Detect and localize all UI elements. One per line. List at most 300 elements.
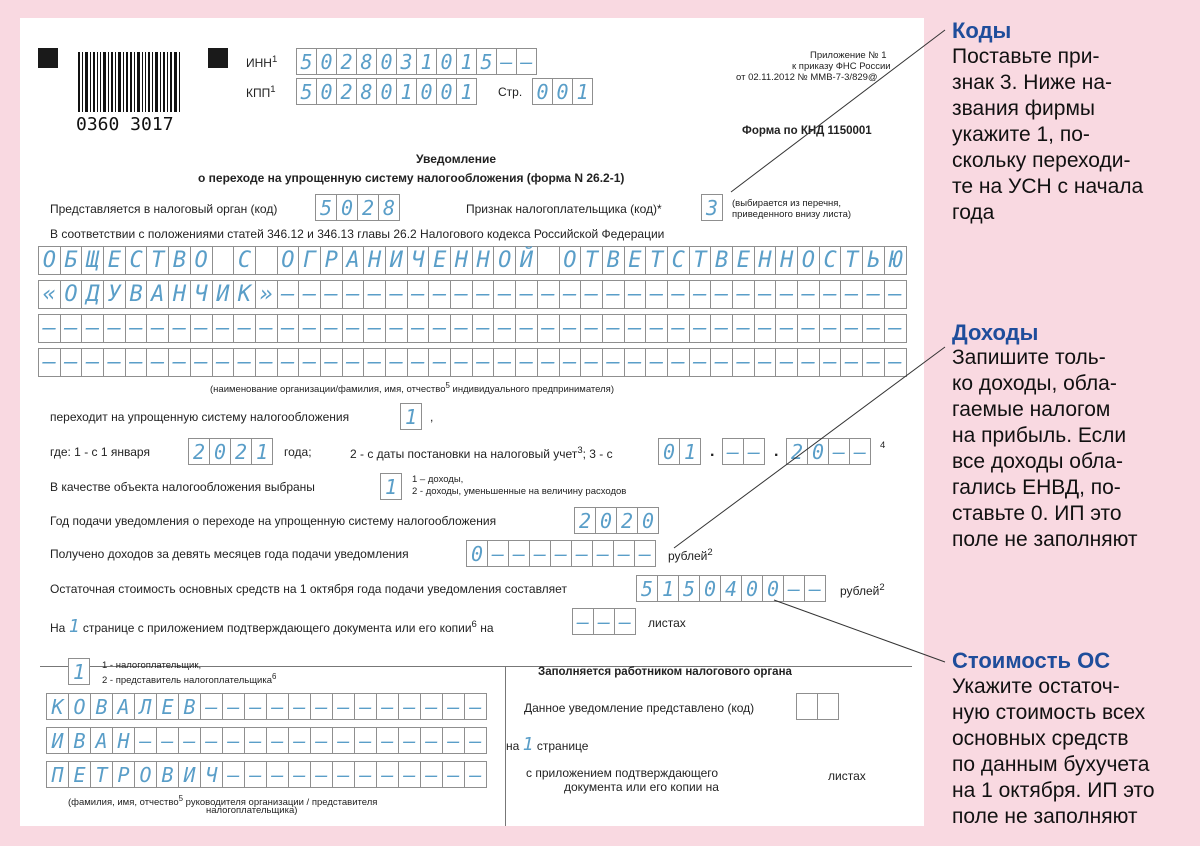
form.month_cells-cell[interactable]: – (722, 438, 744, 465)
org-name-cell[interactable]: – (255, 348, 278, 377)
org-name-cell[interactable]: – (103, 314, 126, 343)
form.surname_cells-cell[interactable]: – (288, 693, 311, 720)
org-name-cell[interactable]: – (840, 314, 863, 343)
org-name-cell[interactable]: О (277, 246, 300, 275)
org-name-cell[interactable]: – (602, 348, 625, 377)
org-name-cell[interactable]: – (472, 280, 495, 309)
org-name-cell[interactable]: Т (146, 246, 169, 275)
form.name_cells-cell[interactable]: А (90, 727, 113, 754)
org-name-cell[interactable]: – (840, 348, 863, 377)
form.surname_cells-cell[interactable]: – (244, 693, 267, 720)
transition-comma: , (430, 410, 434, 424)
org-name-cell[interactable]: – (689, 280, 712, 309)
form.tax_office_cells-cell[interactable]: 8 (378, 194, 400, 221)
org-name-cell[interactable]: – (732, 348, 755, 377)
org-name-cell[interactable]: Н (363, 246, 386, 275)
org-name-cell[interactable]: – (624, 280, 647, 309)
option2-label: 2 - с даты постановки на налоговый учет$^3$; 3 - с (350, 445, 613, 461)
form.patronymic_cells-cell[interactable]: Е (68, 761, 91, 788)
org-name-cell[interactable]: – (840, 280, 863, 309)
form.inn_cells-cell[interactable]: 0 (376, 48, 397, 75)
appendix-line1: Приложение № 1 (810, 50, 887, 61)
org-name-cell[interactable]: « (38, 280, 61, 309)
org-name-cell[interactable]: – (38, 314, 61, 343)
org-name-cell[interactable]: – (472, 348, 495, 377)
form.surname_cells-cell[interactable]: – (464, 693, 487, 720)
form.patronymic_cells-cell[interactable]: Т (90, 761, 113, 788)
form.page_cells-cell[interactable]: 1 (572, 78, 593, 105)
org-name-cell[interactable]: – (537, 280, 560, 309)
org-name-cell[interactable]: – (580, 280, 603, 309)
form.name_cells-cell[interactable]: Н (112, 727, 135, 754)
form.page_cells-cell[interactable]: 0 (532, 78, 553, 105)
org-name-cell[interactable]: – (342, 280, 365, 309)
org-name-cell[interactable]: – (450, 348, 473, 377)
form.assets_cells-cell[interactable]: – (783, 575, 805, 602)
form.inn_cells-cell[interactable]: 5 (476, 48, 497, 75)
org-name-cell[interactable]: – (559, 280, 582, 309)
org-name-cell[interactable]: Н (775, 246, 798, 275)
org-name-cell[interactable]: – (298, 314, 321, 343)
org-name-cell[interactable]: – (645, 348, 668, 377)
org-name-cell[interactable]: Т (580, 246, 603, 275)
org-name-cell[interactable]: – (320, 314, 343, 343)
org-name-cell[interactable]: – (212, 348, 235, 377)
org-name-cell[interactable]: – (667, 348, 690, 377)
org-name-cell[interactable]: – (168, 314, 191, 343)
form.kpp_cells-cell[interactable]: 0 (436, 78, 457, 105)
org-name-cell[interactable]: – (559, 348, 582, 377)
form.surname_cells-cell[interactable]: Л (134, 693, 157, 720)
org-name-cell[interactable]: – (320, 280, 343, 309)
form.assets_cells-cell[interactable]: 4 (720, 575, 742, 602)
org-name-cell[interactable]: – (515, 348, 538, 377)
form.surname_cells-cell[interactable]: – (222, 693, 245, 720)
org-name-cell[interactable]: – (103, 348, 126, 377)
org-name-cell[interactable]: – (819, 280, 842, 309)
org-name-cell[interactable]: Ч (190, 280, 213, 309)
org-name-cell[interactable]: – (363, 348, 386, 377)
org-name-cell[interactable]: В (125, 280, 148, 309)
org-name-cell[interactable]: – (602, 280, 625, 309)
org-name-cell[interactable]: Е (732, 246, 755, 275)
org-name-cell[interactable]: – (732, 314, 755, 343)
org-name-cell[interactable]: О (190, 246, 213, 275)
form.inn_cells-cell[interactable]: 1 (416, 48, 437, 75)
form.year2_cells-cell[interactable]: 2 (786, 438, 808, 465)
form.patronymic_cells-cell[interactable]: – (354, 761, 377, 788)
org-name-cell[interactable]: Ь (862, 246, 885, 275)
form.submit_year_cells-cell[interactable]: 0 (595, 507, 617, 534)
org-name-cell[interactable]: – (320, 348, 343, 377)
form.name_cells-cell[interactable]: В (68, 727, 91, 754)
org-name-cell[interactable]: – (472, 314, 495, 343)
org-name-cell[interactable]: У (103, 280, 126, 309)
form.year_cells-cell[interactable]: 2 (230, 438, 252, 465)
org-name-cell[interactable]: – (862, 280, 885, 309)
org-name-cell[interactable]: – (60, 348, 83, 377)
org-name-cell[interactable]: – (190, 314, 213, 343)
form.object_cells-cell[interactable]: 1 (380, 473, 402, 500)
org-name-cell[interactable]: – (428, 314, 451, 343)
form.inn_cells-cell[interactable]: 3 (396, 48, 417, 75)
form.inn_cells-cell[interactable]: 8 (356, 48, 377, 75)
org-name-cell[interactable]: Щ (81, 246, 104, 275)
form.sheets_cells-cell[interactable]: – (614, 608, 636, 635)
form.name_cells-cell[interactable]: И (46, 727, 69, 754)
org-name-cell[interactable]: В (168, 246, 191, 275)
org-name-cell[interactable]: – (515, 280, 538, 309)
form.patronymic_cells-cell[interactable]: – (442, 761, 465, 788)
org-name-cell[interactable]: – (602, 314, 625, 343)
org-name-cell[interactable]: – (667, 314, 690, 343)
taxpayer-sign-note1: (выбирается из перечня, (732, 198, 842, 209)
form.assets_cells-cell[interactable]: 5 (678, 575, 700, 602)
form.income_cells-cell[interactable]: – (613, 540, 635, 567)
org-name-cell[interactable]: – (537, 348, 560, 377)
form.assets_cells-cell[interactable]: – (804, 575, 826, 602)
form.patronymic_cells-cell[interactable]: Ч (200, 761, 223, 788)
form.patronymic_cells-cell[interactable]: – (332, 761, 355, 788)
form.patronymic_cells-cell[interactable]: – (376, 761, 399, 788)
form.name_cells-cell[interactable]: – (266, 727, 289, 754)
org-name-cell[interactable]: – (884, 314, 907, 343)
org-name-cell[interactable]: И (212, 280, 235, 309)
org-name-cell[interactable]: – (407, 348, 430, 377)
org-name-cell[interactable]: – (450, 280, 473, 309)
org-name-cell[interactable]: – (775, 280, 798, 309)
org-name-cell[interactable]: – (385, 314, 408, 343)
org-name-cell[interactable]: – (537, 314, 560, 343)
form.name_cells-cell[interactable]: – (200, 727, 223, 754)
org-name-cell[interactable]: – (233, 314, 256, 343)
form.surname_cells-cell[interactable]: О (68, 693, 91, 720)
form.patronymic_cells-cell[interactable]: – (464, 761, 487, 788)
form.kpp_cells-cell[interactable]: 0 (316, 78, 337, 105)
org-name-cell[interactable]: Н (754, 246, 777, 275)
form.income_cells-cell[interactable]: – (550, 540, 572, 567)
org-name-cell[interactable]: – (298, 348, 321, 377)
form.patronymic_cells-cell[interactable]: О (134, 761, 157, 788)
form.patronymic_cells-cell[interactable]: – (398, 761, 421, 788)
org-name-cell[interactable]: – (754, 314, 777, 343)
org-name-cell[interactable]: – (385, 348, 408, 377)
form.surname_cells-cell[interactable]: А (112, 693, 135, 720)
object-label: В качестве объекта налогообложения выбраны (50, 480, 315, 494)
org-name-cell[interactable]: – (342, 314, 365, 343)
org-name-cell[interactable]: С (125, 246, 148, 275)
form.tax_office_cells-cell[interactable]: 5 (315, 194, 337, 221)
form.inn_cells-cell[interactable]: 0 (316, 48, 337, 75)
org-name-cell[interactable]: – (493, 348, 516, 377)
taxpayer-sign-label: Признак налогоплательщика (код)* (466, 202, 662, 216)
form.surname_cells-cell[interactable]: В (90, 693, 113, 720)
form.assets_cells-cell[interactable]: 0 (762, 575, 784, 602)
form.name_cells-cell[interactable]: – (420, 727, 443, 754)
form.income_cells-cell[interactable]: 0 (466, 540, 488, 567)
form.year2_cells-cell[interactable]: – (828, 438, 850, 465)
form.patronymic_cells-cell[interactable]: – (310, 761, 333, 788)
org-name-cell[interactable]: – (559, 314, 582, 343)
org-name-cell[interactable]: – (125, 348, 148, 377)
org-name-cell[interactable]: – (710, 280, 733, 309)
form.kpp_cells-cell[interactable]: 1 (456, 78, 477, 105)
org-name-cell[interactable]: С (233, 246, 256, 275)
form.name_cells-cell[interactable]: – (354, 727, 377, 754)
org-name-cell[interactable]: О (493, 246, 516, 275)
form.surname_cells-cell[interactable]: – (266, 693, 289, 720)
org-name-cell[interactable]: – (168, 348, 191, 377)
org-name-cell[interactable]: Р (320, 246, 343, 275)
org-name-cell[interactable]: Т (645, 246, 668, 275)
tax-office-label: Представляется в налоговый орган (код) (50, 202, 278, 216)
org-name-cell[interactable]: – (363, 280, 386, 309)
form.submit_year_cells-cell[interactable]: 0 (637, 507, 659, 534)
form.inn_cells-cell[interactable]: 0 (436, 48, 457, 75)
org-name-cell[interactable]: Б (60, 246, 83, 275)
org-name-cell[interactable]: – (277, 314, 300, 343)
org-name-cell[interactable]: – (146, 348, 169, 377)
form.assets_cells-cell[interactable]: 5 (636, 575, 658, 602)
org-name-cell[interactable]: – (754, 348, 777, 377)
form.name_cells-cell[interactable]: – (156, 727, 179, 754)
org-name-cell[interactable]: В (710, 246, 733, 275)
form.name_cells-cell[interactable]: – (442, 727, 465, 754)
form.inn_cells-cell[interactable]: 1 (456, 48, 477, 75)
org-name-cell[interactable]: – (493, 314, 516, 343)
form.signer_cells-cell[interactable]: 1 (68, 658, 90, 685)
org-name-cell[interactable]: А (146, 280, 169, 309)
org-name-cell[interactable]: Н (168, 280, 191, 309)
form.income_cells-cell[interactable]: – (487, 540, 509, 567)
org-name-cell[interactable]: – (754, 280, 777, 309)
org-name-cell[interactable]: О (60, 280, 83, 309)
org-name-cell[interactable]: – (146, 314, 169, 343)
form.patronymic_cells-cell[interactable]: П (46, 761, 69, 788)
org-name-cell[interactable]: – (710, 348, 733, 377)
form.surname_cells-cell[interactable]: – (420, 693, 443, 720)
form.name_cells-cell[interactable]: – (310, 727, 333, 754)
form.name_cells-cell[interactable]: – (332, 727, 355, 754)
form.surname_cells-cell[interactable]: – (442, 693, 465, 720)
org-name-cell[interactable]: – (797, 314, 820, 343)
org-name-cell[interactable]: – (580, 348, 603, 377)
org-name-cell[interactable]: Т (840, 246, 863, 275)
form.surname_cells-cell[interactable]: – (398, 693, 421, 720)
org-name-cell[interactable]: – (212, 314, 235, 343)
form.name_cells-cell[interactable]: – (464, 727, 487, 754)
form.inn_cells-cell[interactable]: 2 (336, 48, 357, 75)
org-name-cell[interactable]: Ю (884, 246, 907, 275)
org-name-cell[interactable]: Й (515, 246, 538, 275)
org-name-cell[interactable]: – (38, 348, 61, 377)
org-name-cell[interactable]: – (775, 314, 798, 343)
form.surname_cells-cell[interactable]: – (376, 693, 399, 720)
form.day_cells-cell[interactable]: 1 (679, 438, 701, 465)
form.sheets_cells-cell[interactable]: – (572, 608, 594, 635)
org-name-cell[interactable]: – (732, 280, 755, 309)
org-name-cell[interactable]: – (255, 314, 278, 343)
form.day_cells-cell[interactable]: 0 (658, 438, 680, 465)
org-name-cell[interactable]: – (428, 280, 451, 309)
form.year2_cells-cell[interactable]: – (849, 438, 871, 465)
form.patronymic_cells-cell[interactable]: – (420, 761, 443, 788)
form.name_cells-cell[interactable]: – (376, 727, 399, 754)
form.patronymic_cells-cell[interactable]: – (222, 761, 245, 788)
org-name-cell[interactable]: – (125, 314, 148, 343)
form.surname_cells-cell[interactable]: К (46, 693, 69, 720)
form.year_cells-cell[interactable]: 2 (188, 438, 210, 465)
org-name-cell[interactable]: – (407, 280, 430, 309)
org-name-cell[interactable]: – (428, 348, 451, 377)
org-name-cell[interactable]: – (862, 348, 885, 377)
org-name-cell[interactable]: – (342, 348, 365, 377)
org-name-cell[interactable]: – (797, 348, 820, 377)
form.year2_cells-cell[interactable]: 0 (807, 438, 829, 465)
org-name-cell[interactable]: – (363, 314, 386, 343)
org-name-cell[interactable]: И (385, 246, 408, 275)
form.month_cells-cell[interactable]: – (743, 438, 765, 465)
org-name-cell[interactable]: – (819, 314, 842, 343)
org-name-cell[interactable]: – (450, 314, 473, 343)
kpp-label: КПП$^1$ (246, 84, 276, 100)
org-name-cell[interactable]: В (602, 246, 625, 275)
org-name-cell[interactable]: Е (624, 246, 647, 275)
annotation-assets-title: Стоимость ОС (952, 648, 1111, 673)
form.taxpayer_sign_cells-cell[interactable]: 3 (701, 194, 723, 221)
form.kpp_cells-cell[interactable]: 8 (356, 78, 377, 105)
officer-title: Заполняется работником налогового органа (538, 666, 792, 678)
org-name-cell[interactable]: Ч (407, 246, 430, 275)
form.surname_cells-cell[interactable]: Е (156, 693, 179, 720)
org-name-cell[interactable]: – (775, 348, 798, 377)
form.tax_office_cells-cell[interactable]: 2 (357, 194, 379, 221)
form.surname_cells-cell[interactable]: – (310, 693, 333, 720)
form.submit_year_cells-cell[interactable]: 2 (616, 507, 638, 534)
form.assets_cells-cell[interactable]: 0 (741, 575, 763, 602)
org-name-cell[interactable]: – (81, 348, 104, 377)
org-name-cell[interactable]: – (710, 314, 733, 343)
form.inn_cells-cell[interactable]: – (516, 48, 537, 75)
form.patronymic_cells-cell[interactable]: Р (112, 761, 135, 788)
org-name-cell[interactable]: – (624, 314, 647, 343)
org-name-cell[interactable]: – (277, 348, 300, 377)
form.name_cells-cell[interactable]: – (222, 727, 245, 754)
income-label: Получено доходов за девять месяцев года подачи уведомления (50, 547, 409, 561)
form.name_cells-cell[interactable]: – (288, 727, 311, 754)
form.patronymic_cells-cell[interactable]: В (156, 761, 179, 788)
org-name-cell[interactable]: Е (428, 246, 451, 275)
form.kpp_cells-cell[interactable]: 0 (416, 78, 437, 105)
org-name-cell[interactable]: С (819, 246, 842, 275)
org-name-cell[interactable]: О (797, 246, 820, 275)
sheets-label: листах (648, 616, 686, 630)
form.submit_year_cells-cell[interactable]: 2 (574, 507, 596, 534)
org-name-cell[interactable]: – (884, 280, 907, 309)
form.name_cells-cell[interactable]: – (398, 727, 421, 754)
form.tax_office_cells-cell[interactable]: 0 (336, 194, 358, 221)
where-label: где: 1 - с 1 января (50, 445, 150, 459)
org-name-cell[interactable]: – (385, 280, 408, 309)
form.inn_cells-cell[interactable]: 5 (296, 48, 317, 75)
org-name-cell[interactable]: – (60, 314, 83, 343)
org-name-cell[interactable]: – (819, 348, 842, 377)
form.surname_cells-cell[interactable]: – (354, 693, 377, 720)
org-name-cell[interactable]: С (667, 246, 690, 275)
org-name-cell[interactable]: – (515, 314, 538, 343)
form.transition_cells-cell[interactable]: 1 (400, 403, 422, 430)
form.kpp_cells-cell[interactable]: 2 (336, 78, 357, 105)
form.patronymic_cells-cell[interactable]: – (244, 761, 267, 788)
org-name-cell[interactable]: – (667, 280, 690, 309)
org-name-cell[interactable]: – (645, 314, 668, 343)
form.assets_cells-cell[interactable]: 1 (657, 575, 679, 602)
org-name-cell[interactable]: – (407, 314, 430, 343)
org-name-cell[interactable]: – (689, 314, 712, 343)
form.sheets_cells-cell[interactable]: – (593, 608, 615, 635)
org-name-cell[interactable]: – (689, 348, 712, 377)
org-name-cell[interactable]: – (190, 348, 213, 377)
org-name-cell[interactable]: Н (472, 246, 495, 275)
org-name-cell[interactable]: Т (689, 246, 712, 275)
org-name-cell[interactable]: – (645, 280, 668, 309)
org-name-cell[interactable]: – (797, 280, 820, 309)
form.name_cells-cell[interactable]: – (134, 727, 157, 754)
org-name-cell[interactable]: – (884, 348, 907, 377)
form.assets_cells-cell[interactable]: 0 (699, 575, 721, 602)
form.surname_cells-cell[interactable]: В (178, 693, 201, 720)
form.patronymic_cells-cell[interactable]: – (266, 761, 289, 788)
form.income_cells-cell[interactable]: – (529, 540, 551, 567)
form.patronymic_cells-cell[interactable]: – (288, 761, 311, 788)
form.kpp_cells-cell[interactable]: 1 (396, 78, 417, 105)
org-name-cell[interactable]: О (38, 246, 61, 275)
org-name-cell[interactable]: – (298, 280, 321, 309)
org-name-cell[interactable]: – (277, 280, 300, 309)
form.year_cells-cell[interactable]: 0 (209, 438, 231, 465)
form.patronymic_cells-cell[interactable]: И (178, 761, 201, 788)
org-name-cell[interactable]: Н (450, 246, 473, 275)
form.inn_cells-cell[interactable]: – (496, 48, 517, 75)
form.name_cells-cell[interactable]: – (244, 727, 267, 754)
org-name-cell[interactable]: – (862, 314, 885, 343)
form.surname_cells-cell[interactable]: – (332, 693, 355, 720)
form.kpp_cells-cell[interactable]: 0 (376, 78, 397, 105)
org-name-cell[interactable]: Е (103, 246, 126, 275)
org-name-cell[interactable]: Г (298, 246, 321, 275)
org-name-cell[interactable]: Д (81, 280, 104, 309)
org-name-cell[interactable]: » (255, 280, 278, 309)
org-name-cell[interactable]: – (624, 348, 647, 377)
org-name-cell[interactable]: К (233, 280, 256, 309)
org-name-cell[interactable]: – (233, 348, 256, 377)
org-name-cell[interactable]: О (559, 246, 582, 275)
org-name-cell[interactable]: – (81, 314, 104, 343)
org-name-cell[interactable]: А (342, 246, 365, 275)
form.kpp_cells-cell[interactable]: 5 (296, 78, 317, 105)
org-name-cell[interactable]: – (580, 314, 603, 343)
form.surname_cells-cell[interactable]: – (200, 693, 223, 720)
form.year_cells-cell[interactable]: 1 (251, 438, 273, 465)
pages-label: На 1 странице с приложением подтверждающего документа или его копии$^6$ на (50, 616, 494, 637)
form.name_cells-cell[interactable]: – (178, 727, 201, 754)
form.income_cells-cell[interactable]: – (634, 540, 656, 567)
form.income_cells-cell[interactable]: – (571, 540, 593, 567)
form.income_cells-cell[interactable]: – (508, 540, 530, 567)
org-name-cell[interactable]: – (493, 280, 516, 309)
form.income_cells-cell[interactable]: – (592, 540, 614, 567)
form.page_cells-cell[interactable]: 0 (552, 78, 573, 105)
